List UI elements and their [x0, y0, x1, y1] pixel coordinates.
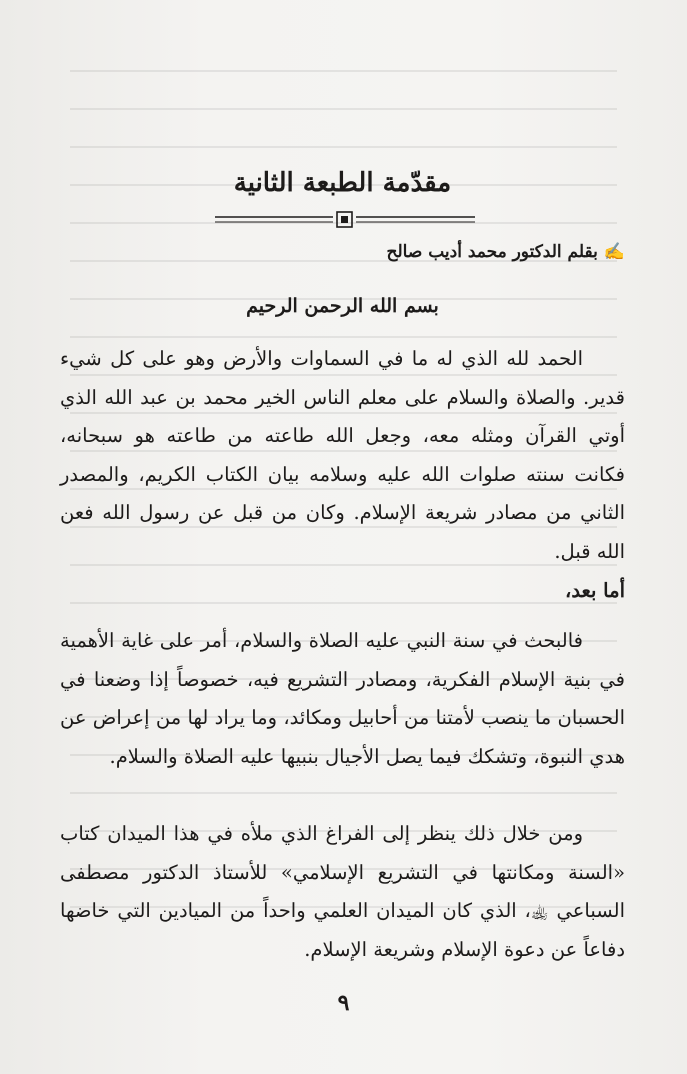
author-line — [60, 242, 625, 262]
paragraph-1 — [60, 340, 625, 572]
paragraph-1-text: الحمد لله الذي له ما في السماوات والأرض وهو على كل شيء قدير. والصلاة والسلام على معلم الناس الخير محمد بن عبد الله الذي أوتي القرآن ومثله معه، وجعل الله طاعته من طاعته هو سبحانه، فكانت سنته صلوات الله عليه وسلامه بيان الكتاب الكريم، والمصدر الثاني من مصادر شريعة الإسلام. وكان من قبل عن رسول الله فعن الله قبل. — [60, 347, 625, 563]
page-title: مقدّمة الطبعة الثانية — [233, 168, 452, 198]
title-ornament — [215, 210, 475, 230]
basmala: بسم الله الرحمن الرحيم — [246, 295, 439, 317]
author-text: بقلم الدكتور محمد أديب صالح — [386, 242, 598, 262]
page-number: ٩ — [337, 990, 350, 1016]
paragraph-3-text: ومن خلال ذلك ينظر إلى الفراغ الذي ملأه في هذا الميدان كتاب «السنة ومكانتها في التشريع الإسلامي» للأستاذ الدكتور مصطفى السباعي ﵀، الذي كان الميدان العلمي واحداً من الميادين التي خاضها دفاعاً عن دعوة الإسلام وشريعة الإسلام. — [60, 822, 625, 961]
section-opening: أما بعد، — [565, 579, 625, 602]
quill-pen-icon: ✍ — [603, 242, 625, 262]
paragraph-2 — [60, 622, 625, 776]
paragraph-3 — [60, 815, 625, 969]
paragraph-2-text: فالبحث في سنة النبي عليه الصلاة والسلام، أمر على غاية الأهمية في بنية الإسلام الفكرية، ومصادر التشريع فيه، خصوصاً إذا وضعنا في الحسبان ما ينصب لأمتنا من أحابيل ومكائد، وما يراد لها من إعراض عن هدي النبوة، وتشكك فيما يصل الأجيال بنبيها عليه الصلاة والسلام. — [60, 629, 625, 768]
